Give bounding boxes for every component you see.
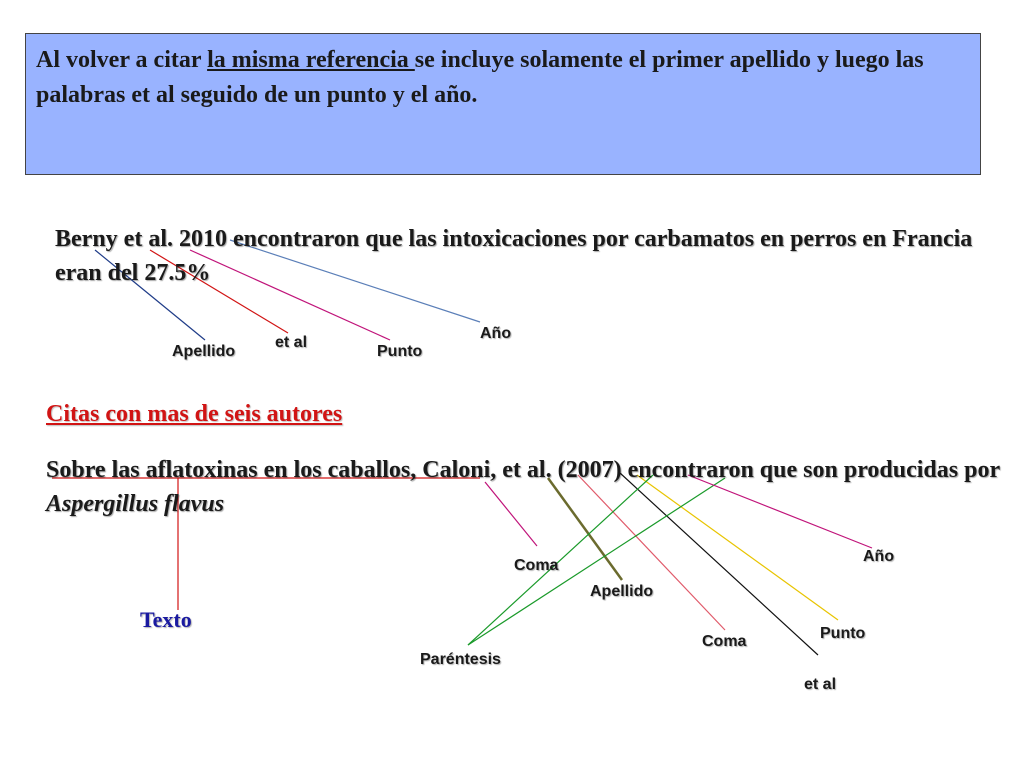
- example2-etal: et al: [502, 457, 546, 483]
- citation-example-2: [46, 453, 1016, 521]
- label-punto-2: Punto: [820, 625, 866, 642]
- example2-text-part: Sobre las aflatoxinas en los caballos: [46, 457, 411, 483]
- label-etal-1: et al: [275, 334, 308, 351]
- example2-species: Aspergillus flavus: [46, 491, 225, 517]
- example1-author: Berny: [55, 226, 118, 252]
- citation-example-1: [55, 222, 1015, 290]
- example2-comma-2: ,: [490, 457, 497, 483]
- label-apellido-1: Apellido: [172, 343, 236, 360]
- label-texto: Texto: [140, 607, 192, 632]
- info-box-text-before: Al volver a citar: [36, 47, 208, 73]
- example1-rest: encontraron que las intoxicaciones por carbamatos en perros en Francia eran del 27.5%: [55, 226, 973, 286]
- section-heading: Citas con mas de seis autores: [46, 401, 343, 427]
- info-box-underlined-phrase: la misma referencia: [207, 47, 415, 73]
- example1-etal: et al: [123, 226, 167, 252]
- label-anio-2: Año: [863, 548, 895, 565]
- info-box-text-after: se incluye solamente el primer apellido y luego las palabras et al seguido de un punto y el año.: [36, 47, 924, 108]
- info-box: [25, 33, 981, 175]
- label-coma-1: Coma: [514, 557, 559, 574]
- example2-paren-open: (: [557, 457, 566, 483]
- label-anio-1: Año: [480, 325, 512, 342]
- label-punto-1: Punto: [377, 343, 423, 360]
- example2-rest: encontraron que son producidas por: [621, 457, 1000, 483]
- example1-year: 2010: [178, 226, 227, 252]
- label-parentesis: Paréntesis: [420, 651, 501, 668]
- example2-comma-1: ,: [410, 457, 417, 483]
- example1-dot: .: [166, 226, 173, 252]
- example2-dot: .: [545, 457, 552, 483]
- label-apellido-2: Apellido: [590, 583, 654, 600]
- label-coma-2: Coma: [702, 633, 747, 650]
- example2-paren-close: ): [613, 457, 622, 483]
- example2-year: 2007: [565, 457, 614, 483]
- label-etal-2: et al: [804, 676, 837, 693]
- example2-author: Caloni: [422, 457, 491, 483]
